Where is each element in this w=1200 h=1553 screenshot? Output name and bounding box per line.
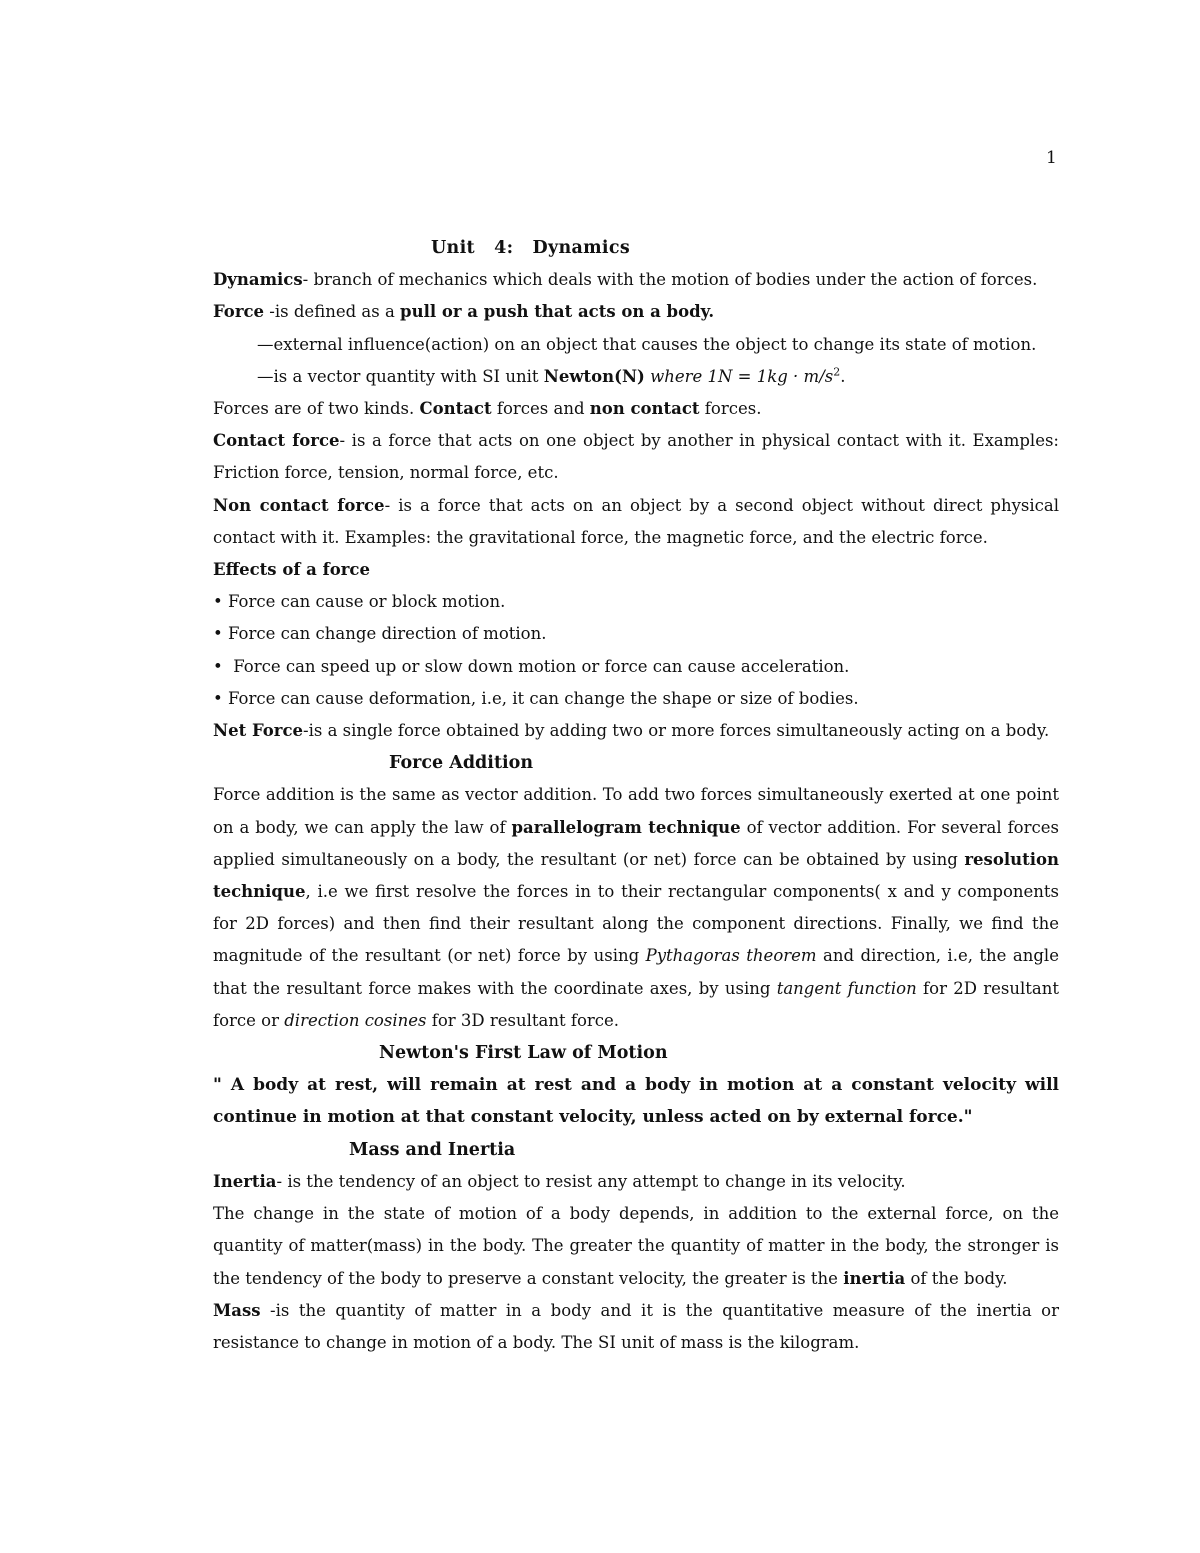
list-item: • Force can cause deformation, i.e, it can change the shape or size of bodies.	[213, 688, 859, 708]
document-body	[213, 232, 1059, 1359]
kinds-contact: Contact	[419, 399, 492, 419]
dynamics-definition	[213, 264, 1059, 296]
list-item: • Force can cause or block motion.	[213, 592, 506, 612]
exponent: 2	[833, 365, 841, 379]
net-force-definition	[213, 715, 1059, 747]
net-force-text: -is a single force obtained by adding two or more forces simultaneously acting on a body.	[303, 721, 1050, 741]
inertia-definition	[213, 1166, 1059, 1198]
noncontact-text: - is a force that acts on an object by a second object without direct physical contact with it. Examples: the gravitational force, the magnetic force, and the electric force.	[213, 495, 1059, 547]
fa-text-1: Force addition is the same as vector addition. To add two forces simultaneously exerted at one point on a body, we can apply the law of	[213, 785, 1059, 837]
mass-definition	[213, 1295, 1059, 1359]
kinds-text-a: Forces are of two kinds.	[213, 399, 420, 419]
list-item: • Force can change direction of motion.	[213, 624, 547, 644]
page-title: Unit 4: Dynamics	[431, 238, 630, 258]
kinds-noncontact: non contact	[589, 399, 700, 419]
fa-text-4: and direction, i.e, the angle that the resultant force makes with the coordinate axes, by using	[213, 946, 1059, 998]
page-number: 1	[1046, 148, 1057, 168]
noncontact-force-definition	[213, 490, 1059, 554]
force-line-3-text: —is a vector quantity with SI unit	[257, 366, 544, 386]
force-line-3	[213, 361, 1059, 393]
contact-text: - is a force that acts on one object by another in physical contact with it. Examples: Friction force, tension, normal force, etc.	[213, 431, 1059, 483]
newton-first-law-quote: " A body at rest, will remain at rest and a body in motion at a constant velocity will continue in motion at that constant velocity, unless acted on by external force."	[213, 1075, 1059, 1128]
force-line-2: —external influence(action) on an object that causes the object to change its state of motion.	[257, 334, 1037, 354]
contact-term: Contact force	[213, 431, 340, 451]
force-kinds	[213, 393, 1059, 425]
fa-text-5: for 2D resultant force or	[213, 978, 1060, 1030]
newton-first-law-heading: Newton's First Law of Motion	[379, 1043, 668, 1064]
force-definition	[213, 296, 1059, 328]
contact-force-definition	[213, 425, 1059, 489]
newton-equation: where 1N = 1kg · m/s	[644, 366, 834, 386]
force-text: -is defined as a	[264, 302, 401, 322]
inertia-term: Inertia	[213, 1171, 277, 1191]
force-line-3-end: .	[840, 366, 846, 386]
inertia-para-b: of the body.	[905, 1268, 1008, 1288]
fa-text-2: of vector addition. For several forces applied simultaneously on a body, the resultant (or net) force can be obtained by using	[213, 817, 1059, 869]
force-addition-paragraph	[213, 779, 1059, 1037]
kinds-text-b: forces and	[491, 399, 590, 419]
list-item: • Force can speed up or slow down motion or force can cause acceleration.	[213, 656, 850, 676]
effects-heading: Effects of a force	[213, 560, 370, 580]
dynamics-term: Dynamics	[213, 270, 303, 290]
mass-term: Mass	[213, 1300, 261, 1320]
force-addition-heading: Force Addition	[389, 753, 534, 774]
inertia-para-a: The change in the state of motion of a body depends, in addition to the external force, on the quantity of matter(mass) in the body. The greater the quantity of matter in the body, the stronger is the tendency of the body to preserve a constant velocity, the greater is the	[213, 1204, 1059, 1288]
fa-pythagoras: Pythagoras theorem	[645, 946, 817, 966]
noncontact-term: Non contact force	[213, 495, 385, 515]
mass-text: -is the quantity of matter in a body and it is the quantitative measure of the inertia or resistance to change in motion of a body. The SI unit of mass is the kilogram.	[213, 1300, 1059, 1352]
fa-tangent: tangent function	[776, 978, 917, 998]
fa-text-6: for 3D resultant force.	[426, 1010, 620, 1030]
fa-parallelogram: parallelogram technique	[511, 817, 741, 837]
newton-unit: Newton(N)	[543, 366, 645, 386]
force-bold-phrase: pull or a push that acts on a body.	[400, 302, 715, 322]
mass-inertia-heading: Mass and Inertia	[349, 1139, 516, 1160]
net-force-term: Net Force	[213, 721, 304, 741]
dynamics-text: - branch of mechanics which deals with the motion of bodies under the action of forces.	[302, 270, 1038, 290]
fa-cosines: direction cosines	[284, 1010, 427, 1030]
fa-text-3: , i.e we first resolve the forces in to their rectangular components( x and y components for 2D forces) and then find their resultant along the component directions. Finally, we find the magnitude of the resultant (or net) force by using	[213, 882, 1059, 966]
force-term: Force	[213, 302, 265, 322]
inertia-text: - is the tendency of an object to resist any attempt to change in its velocity.	[276, 1171, 906, 1191]
inertia-paragraph	[213, 1198, 1059, 1295]
kinds-text-c: forces.	[699, 399, 762, 419]
fa-resolution: resolution technique	[213, 849, 1059, 902]
inertia-bold: inertia	[843, 1268, 906, 1288]
